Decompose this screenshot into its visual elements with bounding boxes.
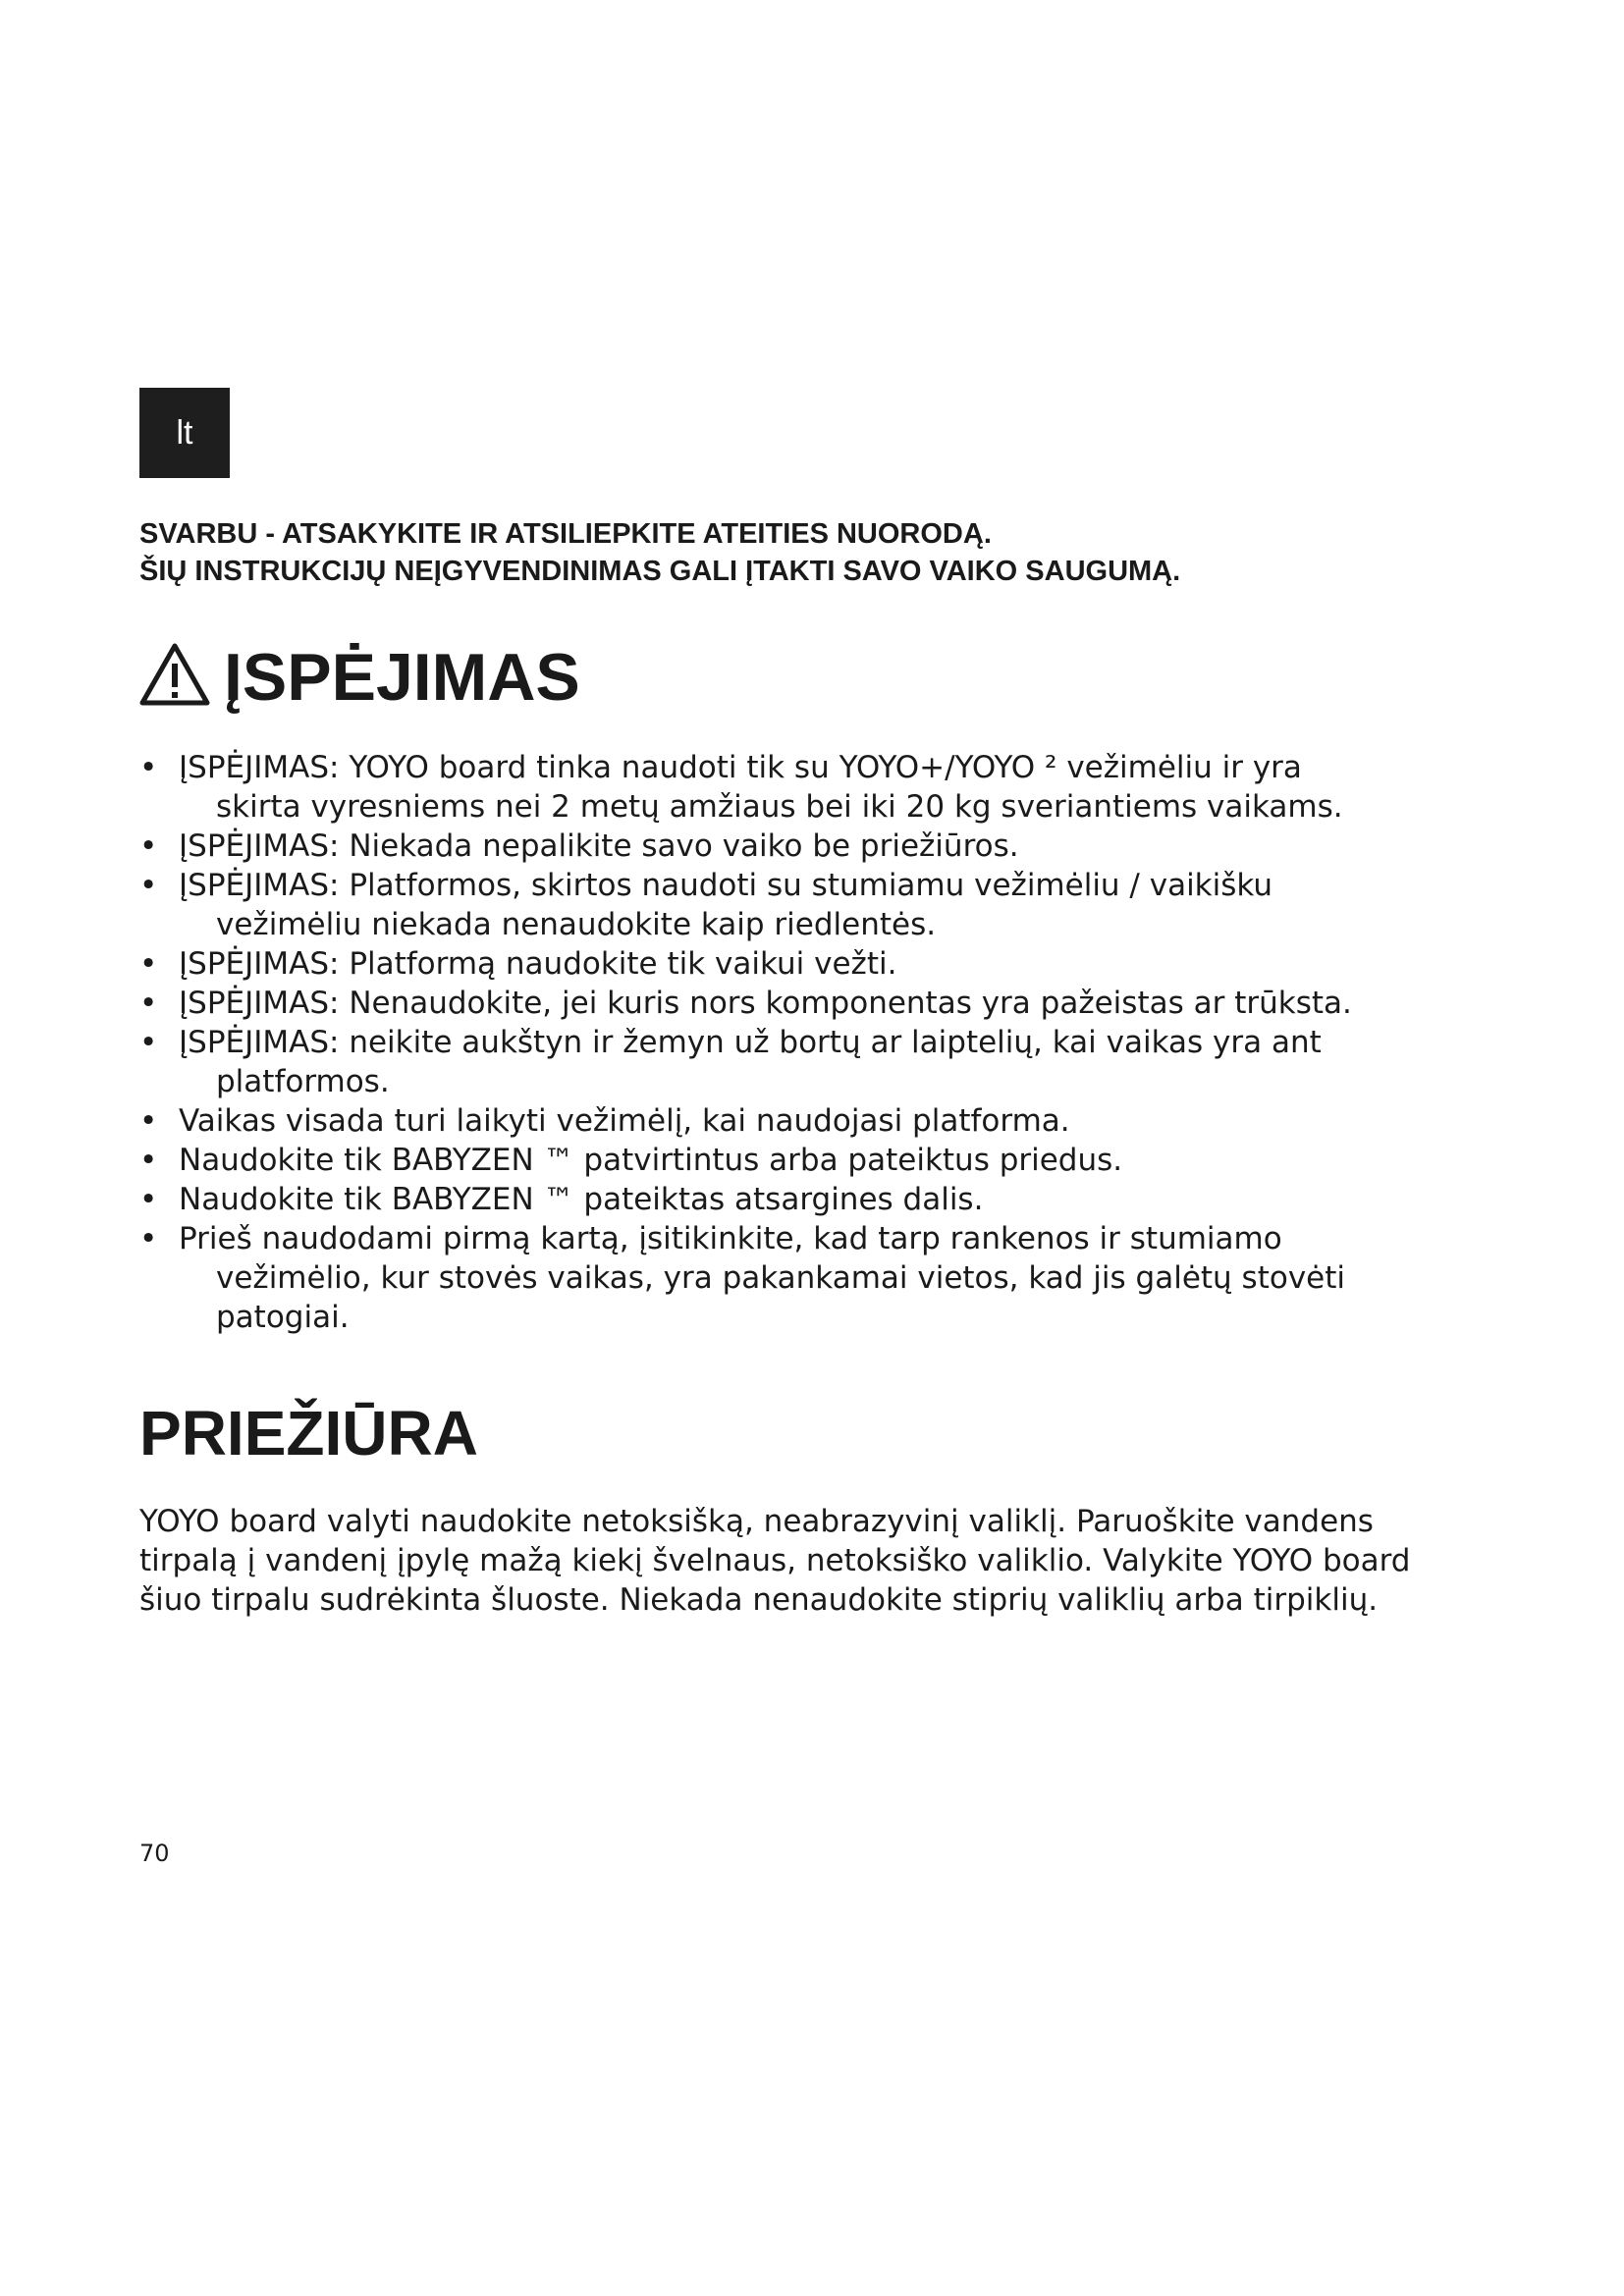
warning-item: • Prieš naudodami pirmą kartą, įsitikinkite, kad tarp rankenos ir stumiamo vežimėlio, kur stovės vaikas, yra pakankamai vietos, kad jis galėtų stovėti patogiai. <box>139 1219 1494 1337</box>
warning-line: vežimėlio, kur stovės vaikas, yra pakankamai vietos, kad jis galėtų stovėti <box>216 1260 1346 1296</box>
warning-item: • Vaikas visada turi laikyti vežimėlį, kai naudojasi platforma. <box>139 1101 1494 1141</box>
care-line: tirpalą į vandenį įpylę mažą kiekį švelnaus, netoksiško valiklio. Valykite YOYO board <box>139 1543 1411 1578</box>
important-notice-line: ŠIŲ INSTRUKCIJŲ NEĮGYVENDINIMAS GALI ĮTAKTI SAVO VAIKO SAUGUMĄ. <box>139 556 1181 587</box>
warning-line: ĮSPĖJIMAS: Nenaudokite, jei kuris nors komponentas yra pažeistas ar trūksta. <box>179 986 1352 1021</box>
warning-item: • ĮSPĖJIMAS: neikite aukštyn ir žemyn už bortų ar laiptelių, kai vaikas yra ant platformos. <box>139 1023 1494 1101</box>
warning-line: ĮSPĖJIMAS: YOYO board tinka naudoti tik su YOYO+/YOYO ² vežimėliu ir yra <box>179 750 1302 785</box>
warning-list <box>139 748 1494 1337</box>
warning-item: • Naudokite tik BABYZEN ™ pateiktas atsargines dalis. <box>139 1180 1494 1219</box>
important-notice <box>139 515 1494 590</box>
care-line: YOYO board valyti naudokite netoksišką, neabrazyvinį valiklį. Paruoškite vandens <box>139 1504 1374 1539</box>
warning-line: Naudokite tik BABYZEN ™ pateiktas atsargines dalis. <box>179 1182 984 1217</box>
warning-item: • ĮSPĖJIMAS: Platformos, skirtos naudoti su stumiamu vežimėliu / vaikišku vežimėliu niekada nenaudokite kaip riedlentės. <box>139 866 1494 944</box>
warning-line: vežimėliu niekada nenaudokite kaip riedlentės. <box>216 907 937 942</box>
warning-line: patogiai. <box>216 1300 350 1335</box>
care-line: šiuo tirpalu sudrėkinta šluoste. Niekada nenaudokite stiprių valiklių arba tirpiklių. <box>139 1582 1379 1618</box>
warning-item: • ĮSPĖJIMAS: Niekada nepalikite savo vaiko be priežiūros. <box>139 827 1494 866</box>
page-number: 70 <box>139 1840 170 1867</box>
warning-item: • ĮSPĖJIMAS: YOYO board tinka naudoti tik su YOYO+/YOYO ² vežimėliu ir yra skirta vyresniems nei 2 metų amžiaus bei iki 20 kg sveriantiems vaikams. <box>139 748 1494 827</box>
warning-line: platformos. <box>216 1064 390 1099</box>
warning-line: ĮSPĖJIMAS: Platformą naudokite tik vaikui vežti. <box>179 946 897 982</box>
warning-triangle-icon <box>139 642 210 707</box>
important-notice-line: SVARBU - ATSAKYKITE IR ATSILIEPKITE ATEITIES NUORODĄ. <box>139 518 992 550</box>
warning-item: • ĮSPĖJIMAS: Nenaudokite, jei kuris nors komponentas yra pažeistas ar trūksta. <box>139 984 1494 1023</box>
language-badge: lt <box>139 388 230 478</box>
warning-item: • ĮSPĖJIMAS: Platformą naudokite tik vaikui vežti. <box>139 944 1494 984</box>
warning-line: Prieš naudodami pirmą kartą, įsitikinkite, kad tarp rankenos ir stumiamo <box>179 1221 1282 1256</box>
warning-line: skirta vyresniems nei 2 metų amžiaus bei iki 20 kg sveriantiems vaikams. <box>216 789 1343 825</box>
warning-line: Vaikas visada turi laikyti vežimėlį, kai naudojasi platforma. <box>179 1103 1070 1139</box>
warning-line: ĮSPĖJIMAS: neikite aukštyn ir žemyn už bortų ar laiptelių, kai vaikas yra ant <box>179 1025 1322 1060</box>
warning-line: ĮSPĖJIMAS: Niekada nepalikite savo vaiko be priežiūros. <box>179 828 1019 864</box>
warning-line: Naudokite tik BABYZEN ™ patvirtintus arba pateiktus priedus. <box>179 1143 1123 1178</box>
care-paragraph <box>139 1502 1494 1620</box>
warning-heading <box>139 638 580 717</box>
warning-title: ĮSPĖJIMAS <box>224 640 580 715</box>
warning-line: ĮSPĖJIMAS: Platformos, skirtos naudoti su stumiamu vežimėliu / vaikišku <box>179 868 1273 903</box>
warning-item: • Naudokite tik BABYZEN ™ patvirtintus arba pateiktus priedus. <box>139 1141 1494 1180</box>
care-heading: PRIEŽIŪRA <box>139 1398 478 1468</box>
